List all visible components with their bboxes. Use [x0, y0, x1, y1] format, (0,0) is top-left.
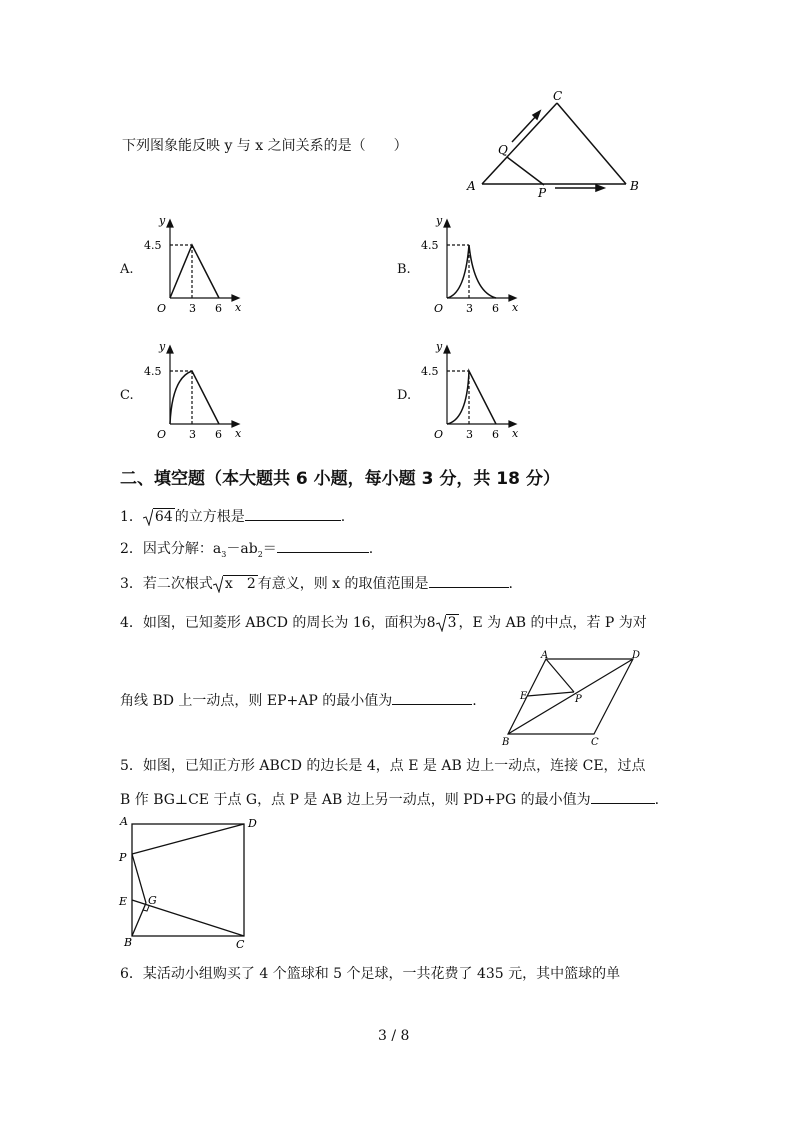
question-6: 6．某活动小组购买了 4 个篮球和 5 个足球，一共花费了 435 元，其中篮球的单 — [120, 966, 621, 982]
question-4-line-2: 角线 BD 上一动点，则 EP+AP 的最小值为 . — [120, 690, 477, 710]
option-c-label[interactable]: C. — [120, 388, 134, 403]
x-axis-label: x — [512, 301, 519, 314]
x-tick-label: 3 — [466, 428, 473, 441]
question-5: 5．如图，已知正方形 ABCD 的边长是 4，点 E 是 AB 边上一动点，连接 CE，过点 — [120, 758, 646, 774]
origin-label: O — [434, 302, 444, 315]
label-b: B — [630, 179, 639, 193]
label-a: A — [120, 815, 128, 828]
option-d-label[interactable]: D. — [397, 388, 412, 403]
answer-blank[interactable] — [429, 573, 509, 588]
y-tick-label: 4.5 — [421, 239, 439, 252]
label-c: C — [591, 737, 599, 748]
origin-label: O — [157, 302, 167, 315]
option-b-graph — [417, 212, 532, 324]
label-e: E — [119, 895, 128, 908]
radicand: 3 — [447, 615, 457, 631]
question-stem: 下列图象能反映 y 与 x 之间关系的是（ ） — [122, 138, 408, 154]
sqrt-radical — [436, 614, 459, 632]
x-tick-label: 3 — [466, 302, 473, 315]
triangle-figure — [460, 84, 650, 204]
label-a: A — [541, 650, 549, 661]
label-g: G — [148, 894, 157, 907]
label-p: P — [575, 694, 582, 705]
y-tick-label: 4.5 — [144, 365, 162, 378]
radicand: 64 — [154, 509, 173, 525]
label-d: D — [248, 817, 257, 830]
answer-blank[interactable] — [277, 538, 369, 553]
option-a-label[interactable]: A. — [120, 262, 134, 277]
origin-label: O — [434, 428, 444, 441]
answer-blank[interactable] — [245, 506, 341, 521]
question-2: 2．因式分解：$a_3-ab_2=$ . — [120, 538, 373, 564]
option-c-graph — [140, 338, 255, 450]
question-text: 的立方根是 — [174, 509, 245, 525]
y-axis-label: y — [436, 340, 443, 353]
section-title: 二、填空题（本大题共 6 小题，每小题 3 分，共 18 分） — [120, 469, 560, 489]
label-p: P — [119, 851, 127, 864]
label-e: E — [520, 691, 528, 702]
label-c: C — [553, 89, 563, 103]
x-tick-label: 3 — [189, 428, 196, 441]
question-number: 2． — [120, 541, 143, 557]
label-a: A — [467, 179, 476, 193]
y-axis-label: y — [436, 214, 443, 227]
answer-blank[interactable] — [392, 690, 472, 705]
x-tick-label: 6 — [215, 302, 222, 315]
question-5-line-2: B 作 BG⊥CE 于点 G，点 P 是 AB 边上另一动点，则 PD+PG 的最小值为 . — [120, 789, 659, 809]
x-tick-label: 6 — [215, 428, 222, 441]
question-number: 3． — [120, 576, 143, 592]
y-axis-label: y — [159, 340, 166, 353]
y-axis-label: y — [159, 214, 166, 227]
label-q: Q — [498, 143, 508, 157]
x-tick-label: 3 — [189, 302, 196, 315]
rhombus-figure — [496, 648, 646, 748]
y-tick-label: 4.5 — [144, 239, 162, 252]
square-figure — [112, 810, 267, 950]
sqrt-radical — [213, 575, 258, 593]
question-number: 1． — [120, 509, 143, 525]
label-d: D — [632, 650, 641, 661]
page-number: 3 / 8 — [378, 1028, 410, 1044]
option-a-graph — [140, 212, 255, 324]
label-b: B — [124, 936, 133, 949]
answer-blank[interactable] — [591, 789, 655, 804]
x-axis-label: x — [235, 427, 242, 440]
label-b: B — [502, 737, 510, 748]
radicand: x 2 — [224, 576, 256, 592]
origin-label: O — [157, 428, 167, 441]
question-4: 4．如图，已知菱形 ABCD 的周长为 16，面积为8 3 ，E 为 AB 的中点，若 P 为对 — [120, 615, 647, 631]
y-tick-label: 4.5 — [421, 365, 439, 378]
x-tick-label: 6 — [492, 428, 499, 441]
label-p: P — [538, 186, 547, 200]
label-c: C — [236, 938, 245, 950]
x-axis-label: x — [235, 301, 242, 314]
question-3: 3．若二次根式 x 2 有意义，则 x 的取值范围是 . — [120, 573, 513, 593]
option-b-label[interactable]: B. — [397, 262, 411, 277]
option-d-graph — [417, 338, 532, 450]
x-axis-label: x — [512, 427, 519, 440]
question-1: 1． 64 的立方根是 . — [120, 506, 345, 526]
x-tick-label: 6 — [492, 302, 499, 315]
sqrt-radical — [143, 508, 175, 526]
